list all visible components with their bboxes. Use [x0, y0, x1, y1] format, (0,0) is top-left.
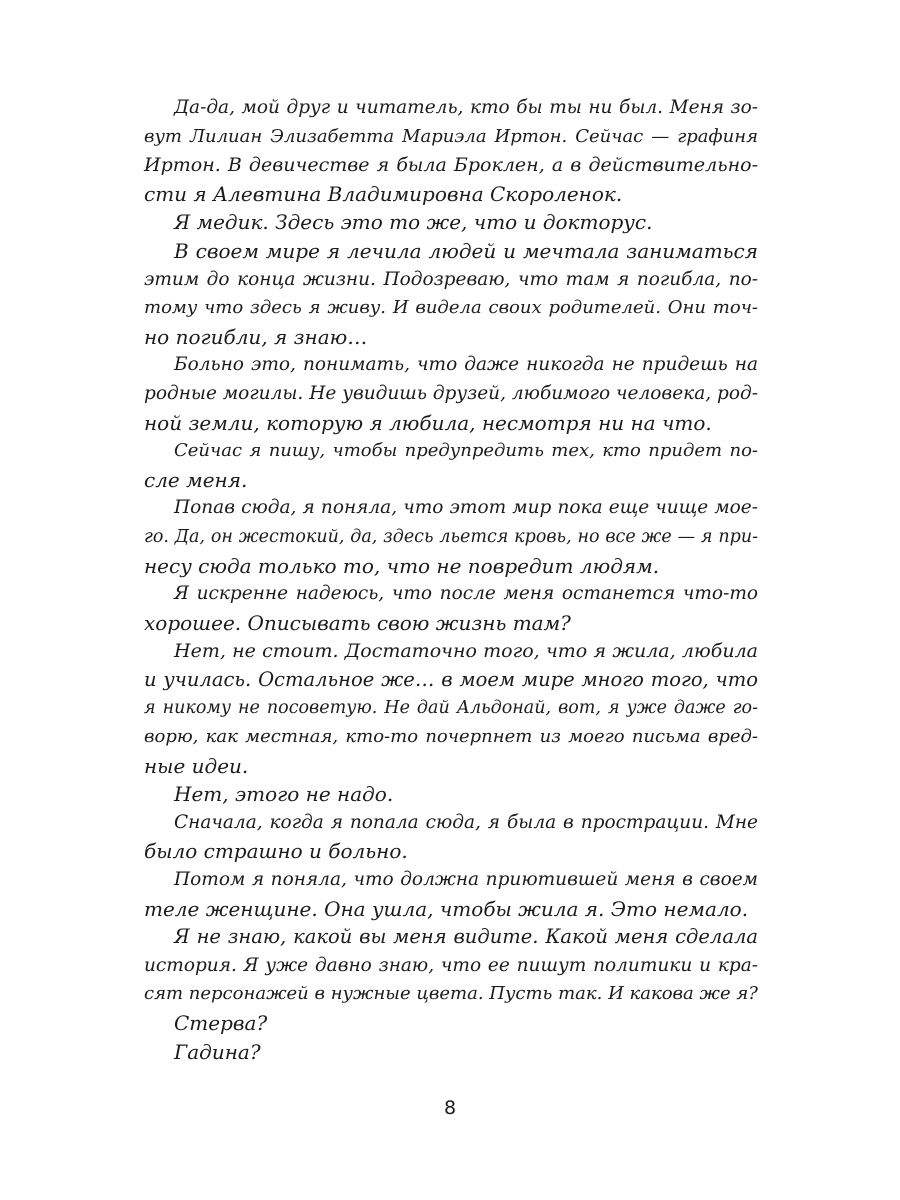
text-line: этим до конца жизни. Подозреваю, что там я погибла, по- [144, 268, 758, 290]
text-line: вут Лилиан Элизабетта Мариэла Иртон. Сейчас — графиня [144, 125, 758, 147]
text-line: Попав сюда, я поняла, что этот мир пока еще чище мое- [174, 497, 758, 519]
paragraph [144, 866, 758, 923]
text-line: Да-да, мой друг и читатель, кто бы ты ни был. Меня зо- [174, 97, 758, 118]
text-line: но погибли, я знаю… [144, 324, 368, 349]
text-line: Иртон. В девичестве я была Броклен, а в действительно- [144, 154, 758, 177]
paragraph [144, 437, 758, 494]
text-line: Я медик. Здесь это то же, что и докторус. [174, 210, 653, 235]
text-line: ные идеи. [144, 753, 249, 778]
text-line: история. Я уже давно знаю, что ее пишут политики и кра- [144, 954, 758, 976]
text-line: несу сюда только то, что не повредит людям. [144, 553, 660, 578]
paragraph [144, 637, 758, 780]
text-line: Потом я поняла, что должна приютившей меня в своем [174, 869, 758, 891]
text-line: В своем мире я лечила людей и мечтала заниматься [174, 238, 758, 263]
page-number: 8 [443, 1097, 457, 1119]
paragraph [144, 94, 758, 208]
paragraph [144, 580, 758, 637]
body-text [144, 94, 758, 1066]
text-line: Больно это, понимать, что даже никогда не придешь на [174, 354, 758, 376]
text-line: ворю, как местная, кто-то почерпнет из моего письма вред- [144, 726, 758, 748]
text-line: го. Да, он жестокий, да, здесь льется кровь, но все же — я при- [144, 526, 758, 547]
text-line: родные могилы. Не увидишь друзей, любимого человека, род- [144, 382, 758, 404]
text-line: Сейчас я пишу, чтобы предупредить тех, кто придет по- [174, 440, 758, 462]
text-line: Стерва? [174, 1011, 268, 1035]
paragraph [144, 1009, 758, 1038]
paragraph [144, 494, 758, 580]
text-line: Гадина? [174, 1039, 261, 1064]
paragraph [144, 208, 758, 237]
text-line: Я искренне надеюсь, что после меня останется что-то [174, 583, 758, 605]
text-line: Сначала, когда я попала сюда, я была в прострации. Мне [174, 811, 758, 833]
text-line: я никому не посоветую. Не дай Альдонай, вот, я уже даже го- [144, 698, 758, 719]
text-line: было страшно и больно. [144, 839, 408, 864]
text-line: Нет, не стоит. Достаточно того, что я жила, любила [174, 640, 758, 663]
text-line: сти я Алевтина Владимировна Скороленок. [144, 181, 623, 206]
text-line: Я не знаю, какой вы меня видите. Какой меня сделала [174, 925, 758, 949]
text-line: сят персонажей в нужные цвета. Пусть так. И какова же я? [144, 983, 758, 1005]
text-line: теле женщине. Она ушла, чтобы жила я. Это немало. [144, 896, 749, 921]
paragraph [144, 923, 758, 1009]
paragraph [144, 237, 758, 351]
paragraph [144, 1038, 758, 1067]
text-line: и училась. Остальное же… в моем мире много того, что [144, 667, 758, 691]
paragraph [144, 809, 758, 866]
text-line: сле меня. [144, 467, 248, 492]
paragraph [144, 351, 758, 437]
text-line: ной земли, которую я любила, несмотря ни на что. [144, 410, 712, 435]
text-line: тому что здесь я живу. И видела своих родителей. Они точ- [144, 297, 758, 319]
paragraph [144, 780, 758, 809]
text-line: Нет, этого не надо. [174, 782, 394, 807]
text-line: хорошее. Описывать свою жизнь там? [144, 610, 571, 635]
